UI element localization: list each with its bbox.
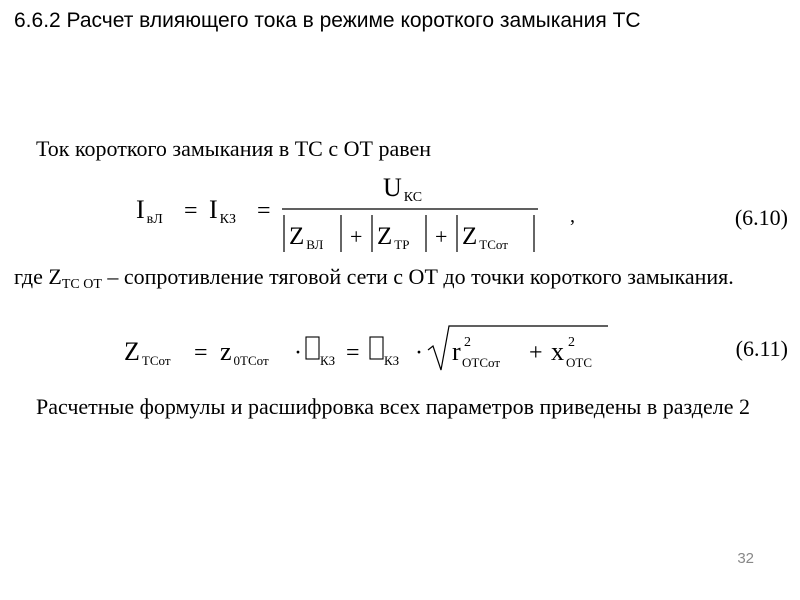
eq611-equals-1: =	[194, 340, 208, 366]
eq610-z-tr: Z $_{ТР}$	[377, 223, 410, 252]
where-subscript: ТС ОТ	[61, 277, 102, 292]
eq611-x-sup: 2	[568, 335, 575, 350]
eq610-z-vl: Z $_{ВЛ}$	[289, 223, 324, 252]
eq611-dot-1: ·	[294, 340, 302, 366]
final-paragraph: Расчетные формулы и расшифровка всех параметров приведены в разделе 2	[36, 394, 750, 419]
eq610-plus-2: +	[435, 224, 448, 249]
eq611-x: x	[551, 337, 564, 366]
where-prefix: где Z	[14, 264, 62, 289]
intro-text: Ток короткого замыкания в ТС с ОТ равен	[36, 136, 432, 161]
eq611-r-sup: 2	[464, 335, 471, 350]
eq610-comma: ,	[570, 205, 575, 227]
eq611-plus: +	[529, 340, 543, 366]
eq610-numerator: UКС	[383, 173, 423, 205]
eq611-z0: z 0ТСот	[220, 337, 269, 368]
slide-number: 32	[737, 550, 754, 567]
eq611-equals-2: =	[346, 340, 360, 366]
eq611-l-kz-2: КЗ	[384, 353, 400, 368]
eq611-l-kz-1: КЗ	[320, 353, 336, 368]
eq610-i-vl: IвЛ	[136, 195, 163, 227]
eq611-r: r	[452, 337, 461, 366]
where-text: – сопротивление тяговой сети с ОТ до точки короткого замыкания.	[101, 264, 734, 289]
equation-number-6-11: (6.11)	[735, 336, 788, 361]
eq611-dot-2: ·	[415, 340, 423, 366]
eq610-z-tsot: Z $_{ТСот}$	[462, 223, 508, 252]
slide-title: 6.6.2 Расчет влияющего тока в режиме короткого замыкания ТС	[14, 9, 641, 32]
eq611-r-sub: ОТСот	[462, 355, 501, 370]
eq610-i-kz: IКЗ	[209, 195, 237, 227]
eq611-x-sub: ОТС	[566, 355, 592, 370]
equation-number-6-10: (6.10)	[734, 205, 788, 230]
missing-glyph-icon	[370, 337, 383, 359]
eq610-equals-1: =	[184, 198, 198, 224]
eq610-plus-1: +	[350, 224, 363, 249]
missing-glyph-icon	[306, 337, 319, 359]
eq611-z-tsot: Z ТСот	[124, 337, 171, 368]
eq610-equals-2: =	[257, 198, 271, 224]
